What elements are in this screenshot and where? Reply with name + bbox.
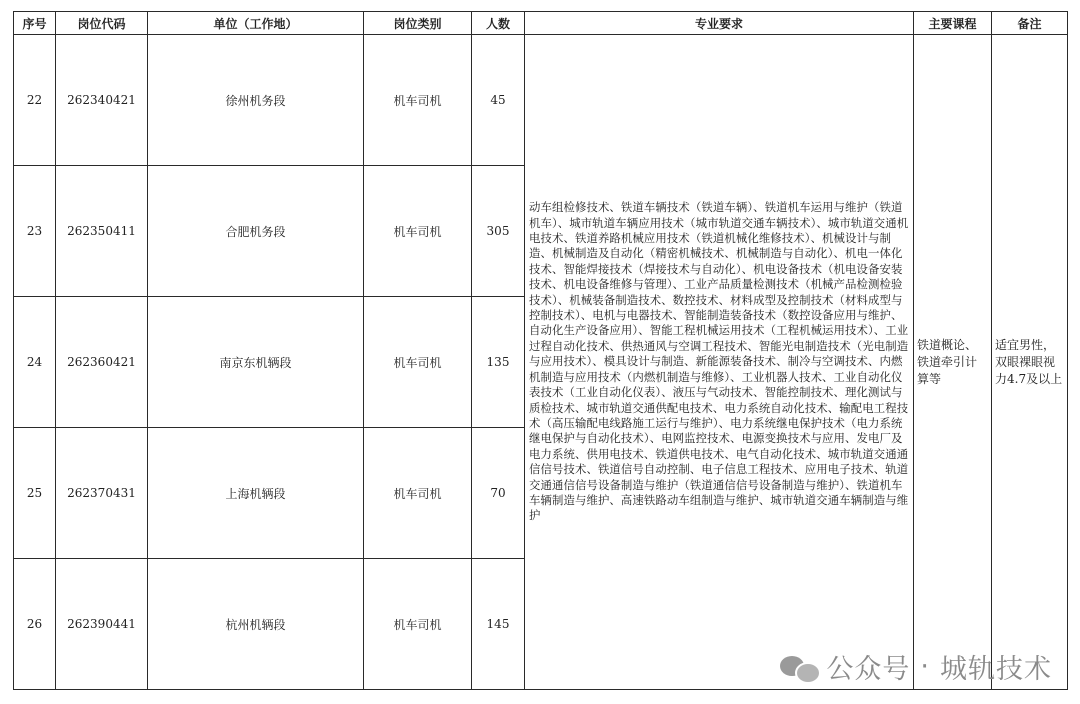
row-code: 262370431 <box>56 428 148 559</box>
watermark-right: 城轨技术 <box>940 654 1052 685</box>
row-seq: 26 <box>14 559 56 690</box>
row-seq: 22 <box>14 35 56 166</box>
watermark-dot: · <box>920 651 930 682</box>
header-major: 专业要求 <box>525 12 914 35</box>
recruitment-table-sheet <box>13 11 1067 689</box>
row-category: 机车司机 <box>364 297 472 428</box>
header-count: 人数 <box>472 12 525 35</box>
row-unit: 南京东机辆段 <box>148 297 364 428</box>
header-remarks: 备注 <box>992 12 1068 35</box>
job-table <box>13 11 1068 690</box>
row-category: 机车司机 <box>364 35 472 166</box>
row-count: 305 <box>472 166 525 297</box>
row-seq: 23 <box>14 166 56 297</box>
header-row <box>14 12 1068 35</box>
wechat-icon <box>780 654 818 680</box>
row-unit: 杭州机辆段 <box>148 559 364 690</box>
row-count: 70 <box>472 428 525 559</box>
row-count: 135 <box>472 297 525 428</box>
row-seq: 25 <box>14 428 56 559</box>
row-unit: 徐州机务段 <box>148 35 364 166</box>
row-code: 262340421 <box>56 35 148 166</box>
row-category: 机车司机 <box>364 559 472 690</box>
row-category: 机车司机 <box>364 166 472 297</box>
row-count: 45 <box>472 35 525 166</box>
row-code: 262390441 <box>56 559 148 690</box>
row-code: 262350411 <box>56 166 148 297</box>
major-requirement-cell: 动车组检修技术、铁道车辆技术（铁道车辆）、铁道机车运用与维护（铁道机车）、城市轨道车辆应用技术（城市轨道交通车辆技术）、城市轨道交通机电技术、铁道养路机械应用技术（铁道机械化维修技术）、机械设计与制造、机械制造及自动化（精密机械技术、机械制造与自动化）、机电一体化技术、智能焊接技术（焊接技术与自动化）、机电设备技术（机电设备安装技术、机电设备维修与管理）、工业产品质量检测技术（机械产品检测检验技术）、机械装备制造技术、数控技术、材料成型及控制技术（材料成型与控制技术）、电机与电器技术、智能制造装备技术（数控设备应用与维护、自动化生产设备应用）、智能工程机械运用技术（工程机械运用技术）、工业过程自动化技术、供热通风与空调工程技术、智能光电制造技术（光电制造与应用技术）、模具设计与制造、新能源装备技术、制冷与空调技术、内燃机制造与应用技术（内燃机制造与维修）、工业机器人技术、工业自动化仪表技术（工业自动化仪表）、液压与气动技术、智能控制技术、理化测试与质检技术、城市轨道交通供配电技术、电力系统自动化技术、输配电工程技术（高压输配电线路施工运行与维护）、电力系统继电保护技术（电力系统继电保护与自动化技术）、电网监控技术、电源变换技术与应用、发电厂及电力系统、供用电技术、铁道供电技术、电气自动化技术、城市轨道交通通信信号技术、铁道信号自动控制、电子信息工程技术、应用电子技术、轨道交通通信信号设备制造与维护（铁道通信信号设备制造与维护）、铁道机车车辆制造与维护、高速铁路动车组制造与维护、城市轨道交通车辆制造与维护 <box>525 35 914 690</box>
table-row <box>14 35 1068 166</box>
header-courses: 主要课程 <box>914 12 992 35</box>
row-category: 机车司机 <box>364 428 472 559</box>
remarks-cell: 适宜男性，双眼裸眼视力4.7及以上 <box>992 35 1068 690</box>
row-unit: 合肥机务段 <box>148 166 364 297</box>
row-seq: 24 <box>14 297 56 428</box>
watermark-left: 公众号 <box>826 654 911 685</box>
row-count: 145 <box>472 559 525 690</box>
header-code: 岗位代码 <box>56 12 148 35</box>
main-courses-cell: 铁道概论、铁道牵引计算等 <box>914 35 992 690</box>
header-category: 岗位类别 <box>364 12 472 35</box>
row-code: 262360421 <box>56 297 148 428</box>
header-unit: 单位（工作地） <box>148 12 364 35</box>
watermark <box>780 647 1052 686</box>
header-seq: 序号 <box>14 12 56 35</box>
row-unit: 上海机辆段 <box>148 428 364 559</box>
